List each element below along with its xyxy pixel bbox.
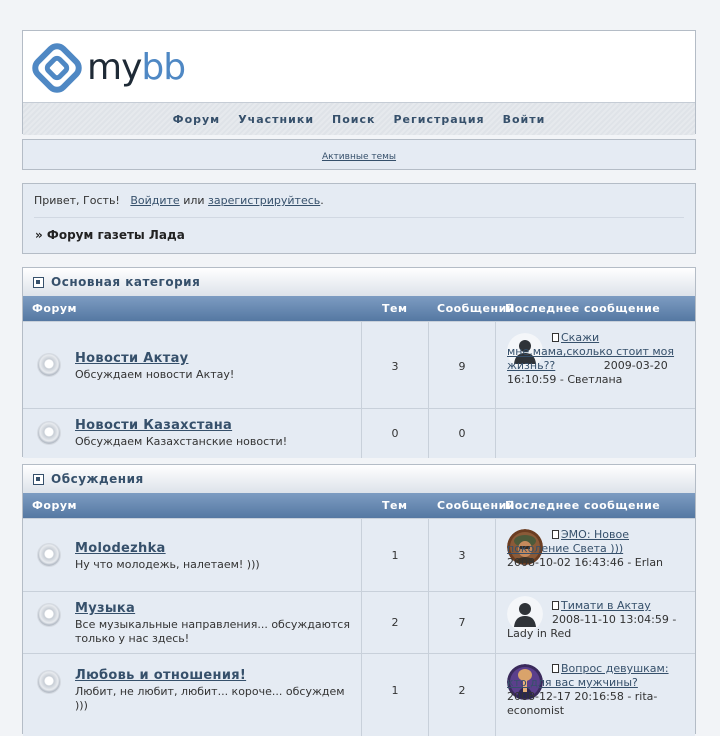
- register-link[interactable]: зарегистрируйтесь: [208, 194, 321, 207]
- active-topics-bar: [22, 139, 696, 170]
- forum-status-icon: [38, 354, 60, 376]
- posts-count: 9: [458, 360, 466, 373]
- forum-link[interactable]: Музыка: [75, 601, 136, 616]
- col-posts: Сообщений: [437, 499, 516, 512]
- category-header: [23, 465, 695, 494]
- login-link[interactable]: Войдите: [130, 194, 180, 207]
- document-icon: [552, 530, 559, 539]
- posts-count: 0: [458, 427, 466, 440]
- col-last-post: Последнее сообщение: [505, 499, 661, 512]
- forum-row: [23, 408, 695, 458]
- topics-count: 0: [391, 427, 399, 440]
- last-post-link[interactable]: Скажи мне,мама,сколько стоит моя жизнь??: [507, 331, 675, 372]
- greeting-text: Привет, Гость!: [34, 194, 120, 207]
- forum-description: Любит, не любит, любит... короче... обсуждем ))): [75, 685, 345, 712]
- last-post-link[interactable]: Тимати в Актау: [561, 599, 651, 612]
- topics-count: 2: [391, 616, 399, 629]
- forum-link[interactable]: Новости Актау: [75, 351, 189, 366]
- period-text: .: [320, 194, 324, 207]
- forum-link[interactable]: Molodezhka: [75, 541, 166, 556]
- forum-status-icon: [38, 671, 60, 693]
- logo-text: mybb: [87, 47, 186, 88]
- last-post-meta: 2009-03-20 16:10:59 - Светлана: [507, 359, 668, 386]
- last-post-meta: 2008-12-17 20:16:58 - rita-economist: [507, 690, 658, 717]
- posts-count: 3: [458, 549, 466, 562]
- col-forum: Форум: [32, 302, 78, 315]
- nav-members[interactable]: Участники: [238, 112, 315, 126]
- col-posts: Сообщений: [437, 302, 516, 315]
- breadcrumb: » Форум газеты Лада: [35, 228, 185, 242]
- forum-row: [23, 653, 695, 736]
- last-post-meta: 2008-10-02 16:43:46 - Erlan: [507, 556, 664, 569]
- nav-register[interactable]: Регистрация: [393, 112, 485, 126]
- category-collapse-icon[interactable]: [33, 277, 44, 288]
- forum-description: Обсуждаем новости Актау!: [75, 368, 235, 381]
- last-post: [507, 528, 687, 570]
- posts-count: 2: [458, 684, 466, 697]
- col-last-post: Последнее сообщение: [505, 302, 661, 315]
- active-topics-link[interactable]: Активные темы: [321, 152, 397, 162]
- header: [22, 30, 696, 134]
- last-post: [507, 599, 687, 641]
- topics-count: 1: [391, 549, 399, 562]
- table-header: [23, 296, 695, 321]
- forum-row: [23, 591, 695, 654]
- mybb-logo-icon: [31, 42, 83, 94]
- category-discussions: [22, 464, 696, 734]
- table-header: [23, 493, 695, 518]
- divider: [34, 217, 684, 218]
- category-title[interactable]: Основная категория: [51, 275, 201, 289]
- last-post-meta: 2008-11-10 13:04:59 - Lady in Red: [507, 613, 677, 640]
- last-post: [507, 662, 687, 718]
- last-post-link[interactable]: Вопрос девушкам: кто для вас мужчины?: [507, 662, 669, 689]
- document-icon: [552, 333, 559, 342]
- document-icon: [552, 601, 559, 610]
- topics-count: 1: [391, 684, 399, 697]
- nav-search[interactable]: Поиск: [332, 112, 376, 126]
- col-topics: Тем: [382, 499, 408, 512]
- main-nav: [23, 102, 695, 135]
- nav-login[interactable]: Войти: [502, 112, 546, 126]
- document-icon: [552, 664, 559, 673]
- category-main: [22, 267, 696, 457]
- or-text: или: [183, 194, 205, 207]
- logo[interactable]: [31, 41, 185, 95]
- forum-link[interactable]: Любовь и отношения!: [75, 668, 247, 683]
- forum-status-icon: [38, 544, 60, 566]
- welcome-box: [22, 183, 696, 254]
- category-header: [23, 268, 695, 297]
- forum-description: Все музыкальные направления... обсуждаются только у нас здесь!: [75, 618, 350, 645]
- forum-row: [23, 321, 695, 409]
- forum-link[interactable]: Новости Казахстана: [75, 418, 233, 433]
- nav-forum[interactable]: Форум: [172, 112, 221, 126]
- last-post: [507, 331, 687, 387]
- col-forum: Форум: [32, 499, 78, 512]
- forum-row: [23, 518, 695, 592]
- forum-status-icon: [38, 604, 60, 626]
- forum-status-icon: [38, 422, 60, 444]
- last-post-link[interactable]: ЭМО: Новое поколение Света ))): [507, 528, 630, 555]
- category-title[interactable]: Обсуждения: [51, 472, 144, 486]
- category-collapse-icon[interactable]: [33, 474, 44, 485]
- forum-description: Обсуждаем Казахстанские новости!: [75, 435, 288, 448]
- welcome-greeting: [34, 194, 324, 207]
- topics-count: 3: [391, 360, 399, 373]
- posts-count: 7: [458, 616, 466, 629]
- col-topics: Тем: [382, 302, 408, 315]
- forum-description: Ну что молодежь, налетаем! ))): [75, 558, 260, 571]
